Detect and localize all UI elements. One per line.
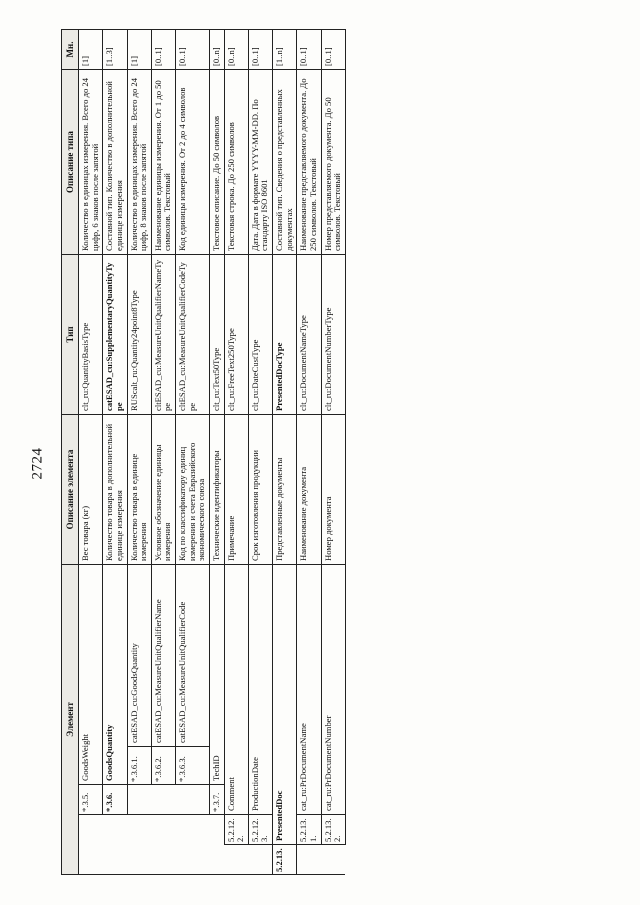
- element-type: clt_ru:DocumentNumberType: [321, 255, 345, 415]
- multiplicity: [0..n]: [224, 30, 248, 70]
- table-row: [151, 30, 175, 875]
- element-description: Код по классификатору единиц измерения и счета Евразийского экономического союза: [176, 415, 210, 565]
- element-description: Вес товара (кг): [79, 415, 103, 565]
- page-number: 2724: [29, 447, 46, 480]
- element-name: GoodsWeight: [79, 565, 103, 785]
- type-description: Текстовая строка. До 250 символов: [224, 70, 248, 255]
- element-type: clt_ru:FreeText250Type: [224, 255, 248, 415]
- element-name: Comment: [224, 565, 248, 815]
- element-description: Наименование документа: [297, 415, 321, 565]
- table-row: [297, 30, 321, 875]
- element-description: Примечание: [224, 415, 248, 565]
- multiplicity: [0..1]: [176, 30, 210, 70]
- table-row: [209, 30, 224, 875]
- element-type: clt_ru:QuantityBasisType: [79, 255, 103, 415]
- element-name: catESAD_cu:MeasureUnitQualifierName: [151, 565, 175, 747]
- rotated-table-container: [61, 30, 640, 875]
- multiplicity: [1..n]: [273, 30, 297, 70]
- multiplicity: [0..1]: [151, 30, 175, 70]
- type-description: Наименование представляемого документа. До 250 символов. Текстовый: [297, 70, 321, 255]
- type-description: Номер представляемого документа. До 50 символов. Текстовый: [321, 70, 345, 255]
- element-type: clt_ru:DateCustType: [248, 255, 272, 415]
- multiplicity: [0..1]: [297, 30, 321, 70]
- header-type: Тип: [62, 255, 79, 415]
- type-description: Количество в единицах измерения. Всего до 24 цифр, 8 знаков после запятой: [127, 70, 151, 255]
- element-description: Количество товара в дополнительной единице измерения: [103, 415, 127, 565]
- row-number: 5.2.12.2.: [224, 815, 248, 845]
- row-number: *.3.6.2.: [151, 747, 175, 785]
- element-description: Количество товара в единице измерения: [127, 415, 151, 565]
- row-number: *.3.6.1.: [127, 747, 151, 785]
- row-number: *.3.7.: [209, 785, 224, 815]
- row-number: *.3.6.: [103, 785, 127, 815]
- element-name: PresentedDoc: [273, 565, 297, 845]
- element-name: catESAD_cu:MeasureUnitQualifierCode: [176, 565, 210, 747]
- element-description: Номер документа: [321, 415, 345, 565]
- schema-table: [61, 29, 346, 875]
- row-number: 5.2.13.: [273, 845, 297, 875]
- table-row: [248, 30, 272, 875]
- table-row: [79, 30, 103, 875]
- table-row: [176, 30, 210, 875]
- element-description: Представленные документы: [273, 415, 297, 565]
- table-row: [103, 30, 127, 875]
- header-description: Описание элемента: [62, 415, 79, 565]
- multiplicity: [0..1]: [248, 30, 272, 70]
- element-name: TechID: [209, 565, 224, 785]
- row-number: 5.2.13.1.: [297, 815, 321, 845]
- row-number: 5.2.12.3.: [248, 815, 272, 845]
- table-row: [321, 30, 345, 875]
- element-name: cat_ru:PrDocumentNumber: [321, 565, 345, 815]
- element-type: RUScalt_ru:Quantity24point8Type: [127, 255, 151, 415]
- element-type: cltESAD_cu:MeasureUnitQualifierNameType: [151, 255, 175, 415]
- table-row: [127, 30, 151, 875]
- multiplicity: [0..n]: [209, 30, 224, 70]
- header-type-description: Описание типа: [62, 70, 79, 255]
- multiplicity: [1..3]: [103, 30, 127, 70]
- type-description: Текстовое описание. До 50 символов: [209, 70, 224, 255]
- element-name: catESAD_cu:GoodsQuantity: [127, 565, 151, 747]
- element-name: GoodsQuantity: [103, 565, 127, 785]
- type-description: Наименование единицы измерения. От 1 до 50 символов. Текстовый: [151, 70, 175, 255]
- element-name: cat_ru:PrDocumentName: [297, 565, 321, 815]
- row-number: *.3.6.3.: [176, 747, 210, 785]
- element-type: catESAD_cu:SupplementaryQuantityType: [103, 255, 127, 415]
- header-multiplicity: Мн.: [62, 30, 79, 70]
- table-row: [224, 30, 248, 875]
- multiplicity: [0..1]: [321, 30, 345, 70]
- type-description: Дата. Дата в формате YYYY-MM-DD. По стандарту ISO 8601: [248, 70, 272, 255]
- table-row: [273, 30, 297, 875]
- row-number: 5.2.13.2.: [321, 815, 345, 845]
- header-element: Элемент: [62, 565, 79, 875]
- element-type: clt_ru:DocumentNameType: [297, 255, 321, 415]
- element-type: cltESAD_cu:MeasureUnitQualifierCodeType: [176, 255, 210, 415]
- multiplicity: [1]: [127, 30, 151, 70]
- type-description: Составной тип. Сведения о представленных документах: [273, 70, 297, 255]
- type-description: Количество в единицах измерения. Всего до 24 цифр, 6 знаков после запятой: [79, 70, 103, 255]
- element-description: Срок изготовления продукции: [248, 415, 272, 565]
- element-type: clt_ru:Text50Type: [209, 255, 224, 415]
- type-description: Код единицы измерения. От 2 до 4 символов: [176, 70, 210, 255]
- element-name: ProductionDate: [248, 565, 272, 815]
- type-description: Составной тип. Количество в дополнительной единице измерения: [103, 70, 127, 255]
- multiplicity: [1]: [79, 30, 103, 70]
- table-header-row: [62, 30, 79, 875]
- element-description: Условное обозначение единицы измерения: [151, 415, 175, 565]
- element-type: PresentedDocType: [273, 255, 297, 415]
- row-number: *.3.5.: [79, 785, 103, 815]
- element-description: Технические идентификаторы: [209, 415, 224, 565]
